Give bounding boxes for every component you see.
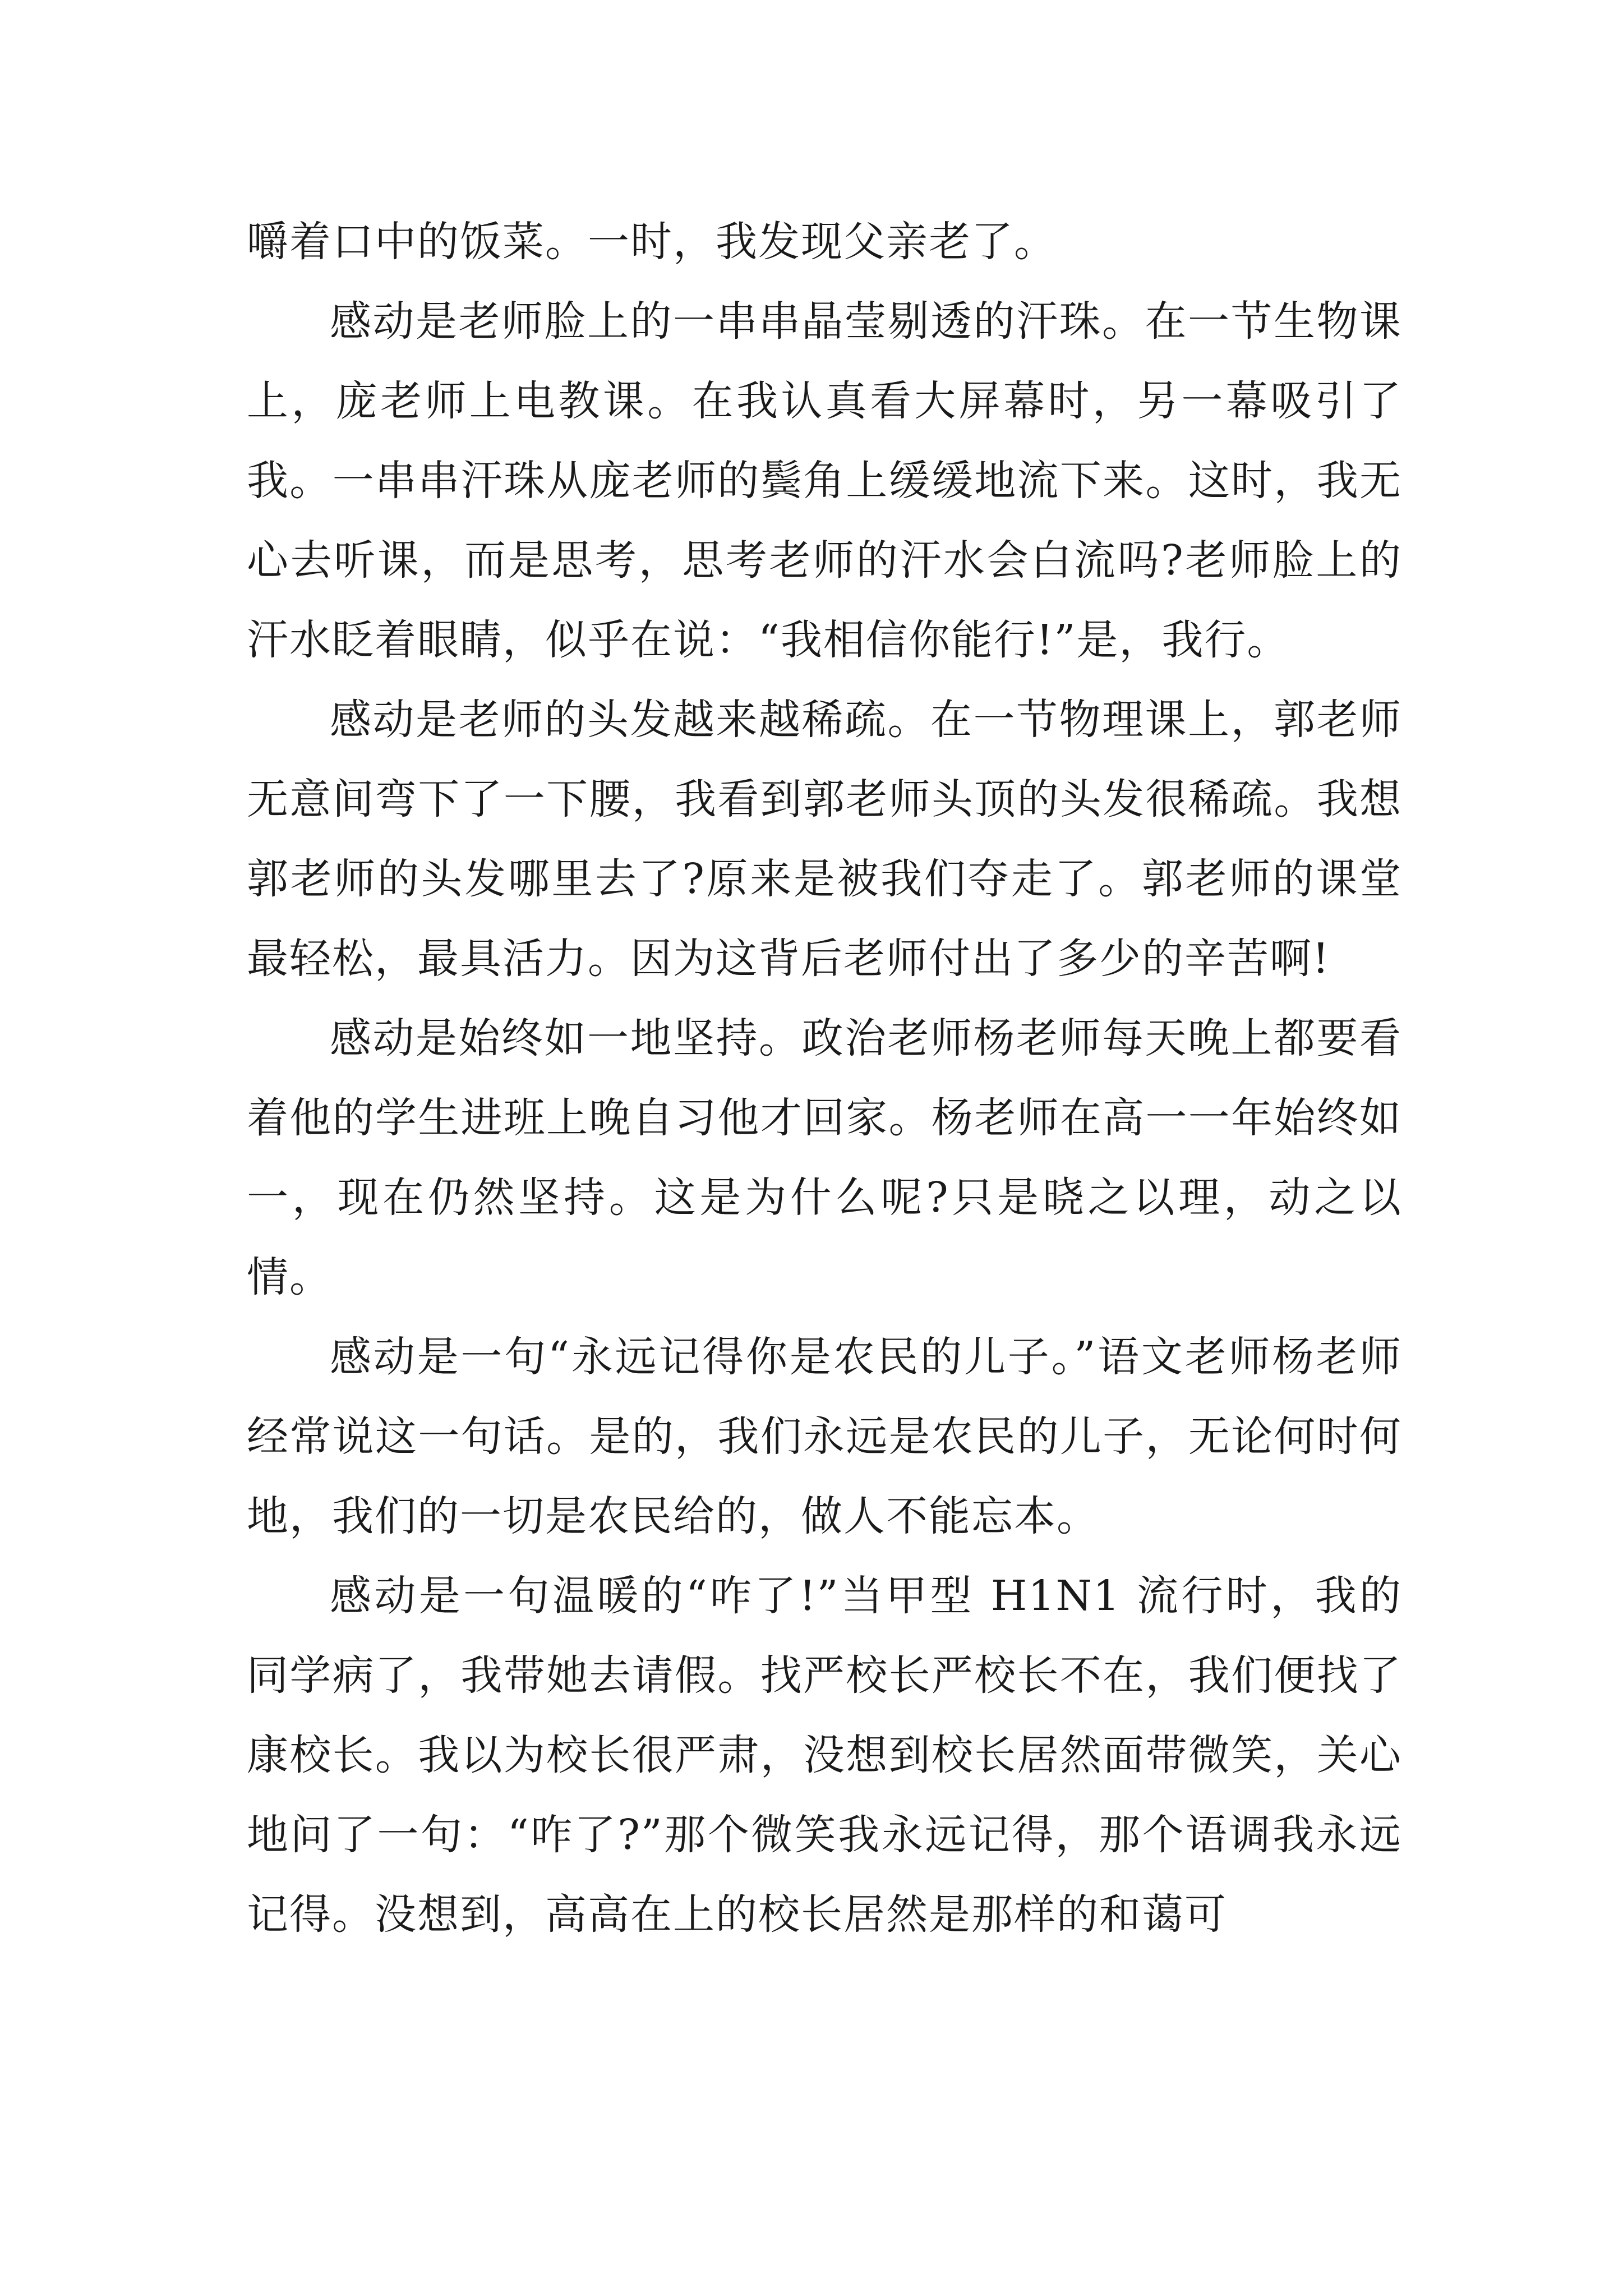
paragraph-4: 感动是始终如一地坚持。政治老师杨老师每天晚上都要看着他的学生进班上晚自习他才回家。杨老师在高一一年始终如一，现在仍然坚持。这是为什么呢?只是晓之以理，动之以情。 (247, 1014, 1402, 1301)
paragraph-3: 感动是老师的头发越来越稀疏。在一节物理课上，郭老师无意间弯下了一下腰，我看到郭老师头顶的头发很稀疏。我想郭老师的头发哪里去了?原来是被我们夺走了。郭老师的课堂最轻松，最具活力。因为这背后老师付出了多少的辛苦啊! (247, 696, 1402, 983)
paragraph-1: 嚼着口中的饭菜。一时，我发现父亲老了。 (247, 218, 1057, 266)
body-text (247, 202, 1402, 1954)
paragraph-2: 感动是老师脸上的一串串晶莹剔透的汗珠。在一节生物课上，庞老师上电教课。在我认真看大屏幕时，另一幕吸引了我。一串串汗珠从庞老师的鬓角上缓缓地流下来。这时，我无心去听课，而是思考，思考老师的汗水会白流吗?老师脸上的汗水眨着眼睛，似乎在说：“我相信你能行!”是，我行。 (247, 297, 1402, 664)
paragraph-5: 感动是一句“永远记得你是农民的儿子。”语文老师杨老师经常说这一句话。是的，我们永远是农民的儿子，无论何时何地，我们的一切是农民给的，做人不能忘本。 (247, 1333, 1402, 1540)
paragraph-6: 感动是一句温暖的“咋了!”当甲型 H1N1 流行时，我的同学病了，我带她去请假。找严校长严校长不在，我们便找了康校长。我以为校长很严肃，没想到校长居然面带微笑，关心地问了一句：“咋了?”那个微笑我永远记得，那个语调我永远记得。没想到，高高在上的校长居然是那样的和蔼可 (247, 1572, 1402, 1939)
